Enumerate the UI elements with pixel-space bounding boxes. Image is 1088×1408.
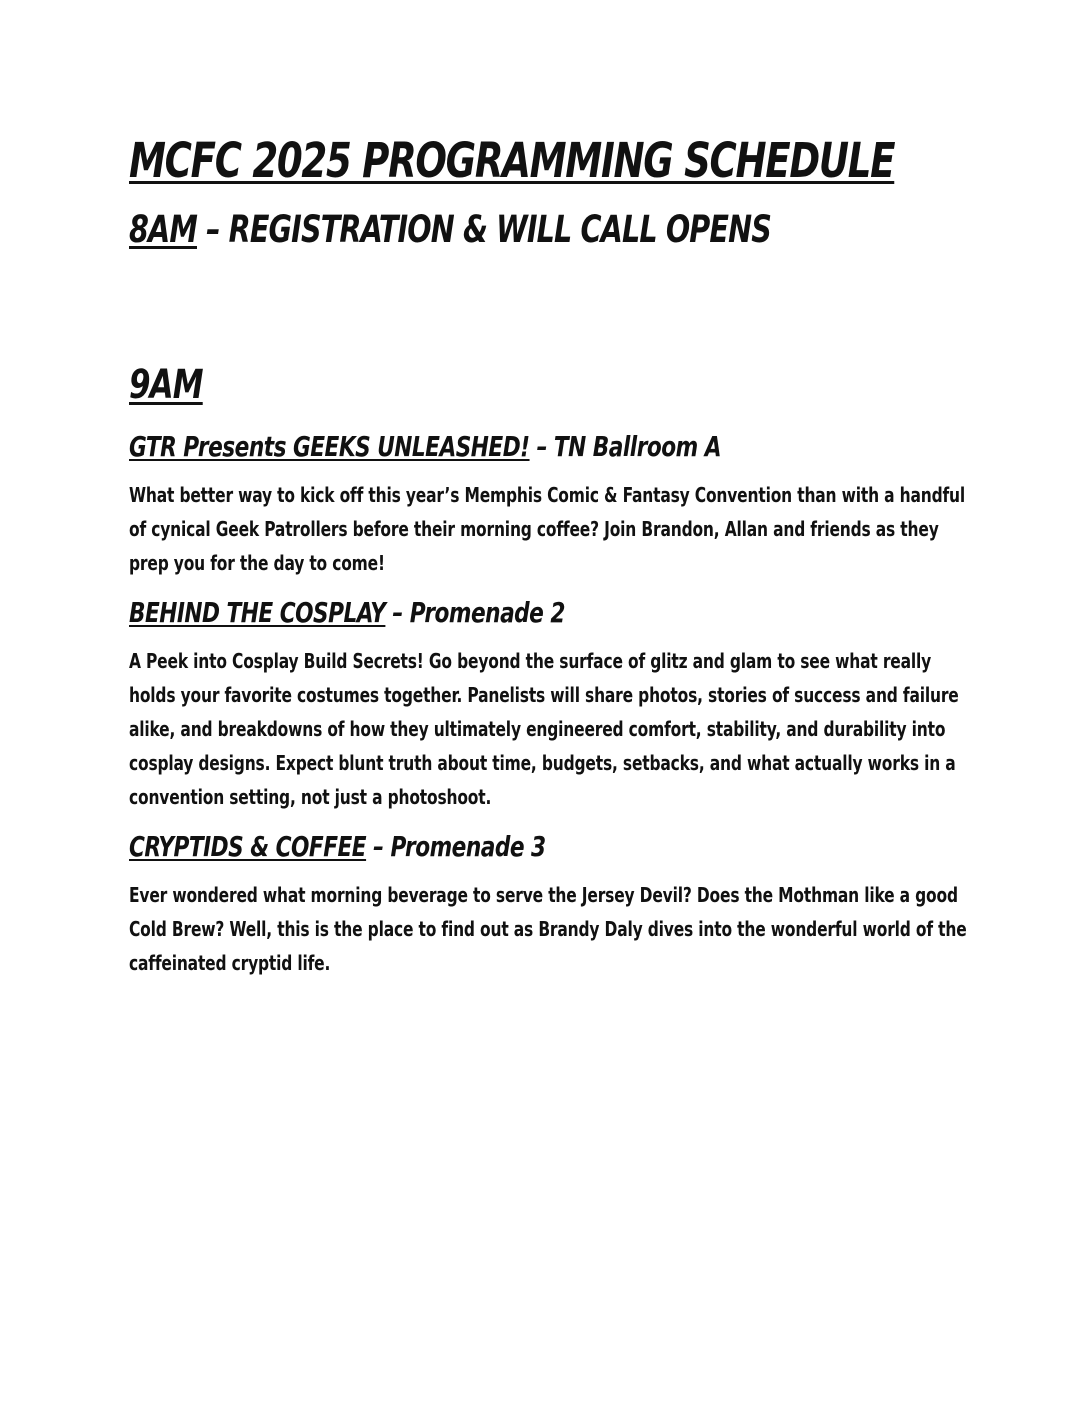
session-separator: – (385, 596, 410, 629)
session-name: CRYPTIDS & COFFEE (129, 830, 367, 863)
session-description: What better way to kick off this year’s Memphis Comic & Fantasy Convention than with a handful of cynical Geek Patrollers before their morning coffee? Join Brandon, Allan and friends as they prep you for the day to come! (129, 483, 966, 575)
session-location: Promenade 2 (409, 596, 565, 629)
session-name: GTR Presents GEEKS UNLEASHED! (129, 430, 530, 463)
session-cryptids-and-coffee (129, 828, 969, 980)
session-title (129, 828, 851, 866)
schedule-page (129, 132, 969, 980)
registration-heading (129, 206, 851, 254)
session-behind-the-cosplay (129, 594, 969, 814)
session-title (129, 428, 851, 466)
time-slot-label: 9AM (129, 362, 203, 408)
session-location: Promenade 3 (390, 830, 546, 863)
session-separator: – (366, 830, 391, 863)
session-description: Ever wondered what morning beverage to serve the Jersey Devil? Does the Mothman like a good Cold Brew? Well, this is the place to find out as Brandy Daly dives into the wonderful world of the caffeinated cryptid life. (129, 883, 967, 975)
registration-separator: – (196, 208, 229, 251)
session-separator: – (529, 430, 554, 463)
session-location: TN Ballroom A (553, 430, 721, 463)
session-geeks-unleashed (129, 428, 969, 580)
registration-time: 8AM (129, 208, 197, 251)
session-title (129, 594, 851, 632)
page-title: MCFC 2025 PROGRAMMING SCHEDULE (129, 133, 895, 189)
registration-label: REGISTRATION & WILL CALL OPENS (228, 208, 771, 251)
session-description: A Peek into Cosplay Build Secrets! Go beyond the surface of glitz and glam to see what really holds your favorite costumes together. Panelists will share photos, stories of success and failure alike, and breakdowns of how they ultimately engineered comfort, stability, and durability into cosplay designs. Expect blunt truth about time, budgets, setbacks, and what actually works in a convention setting, not just a photoshoot. (129, 649, 959, 809)
session-name: BEHIND THE COSPLAY (129, 596, 386, 629)
time-slot-heading (129, 360, 851, 410)
